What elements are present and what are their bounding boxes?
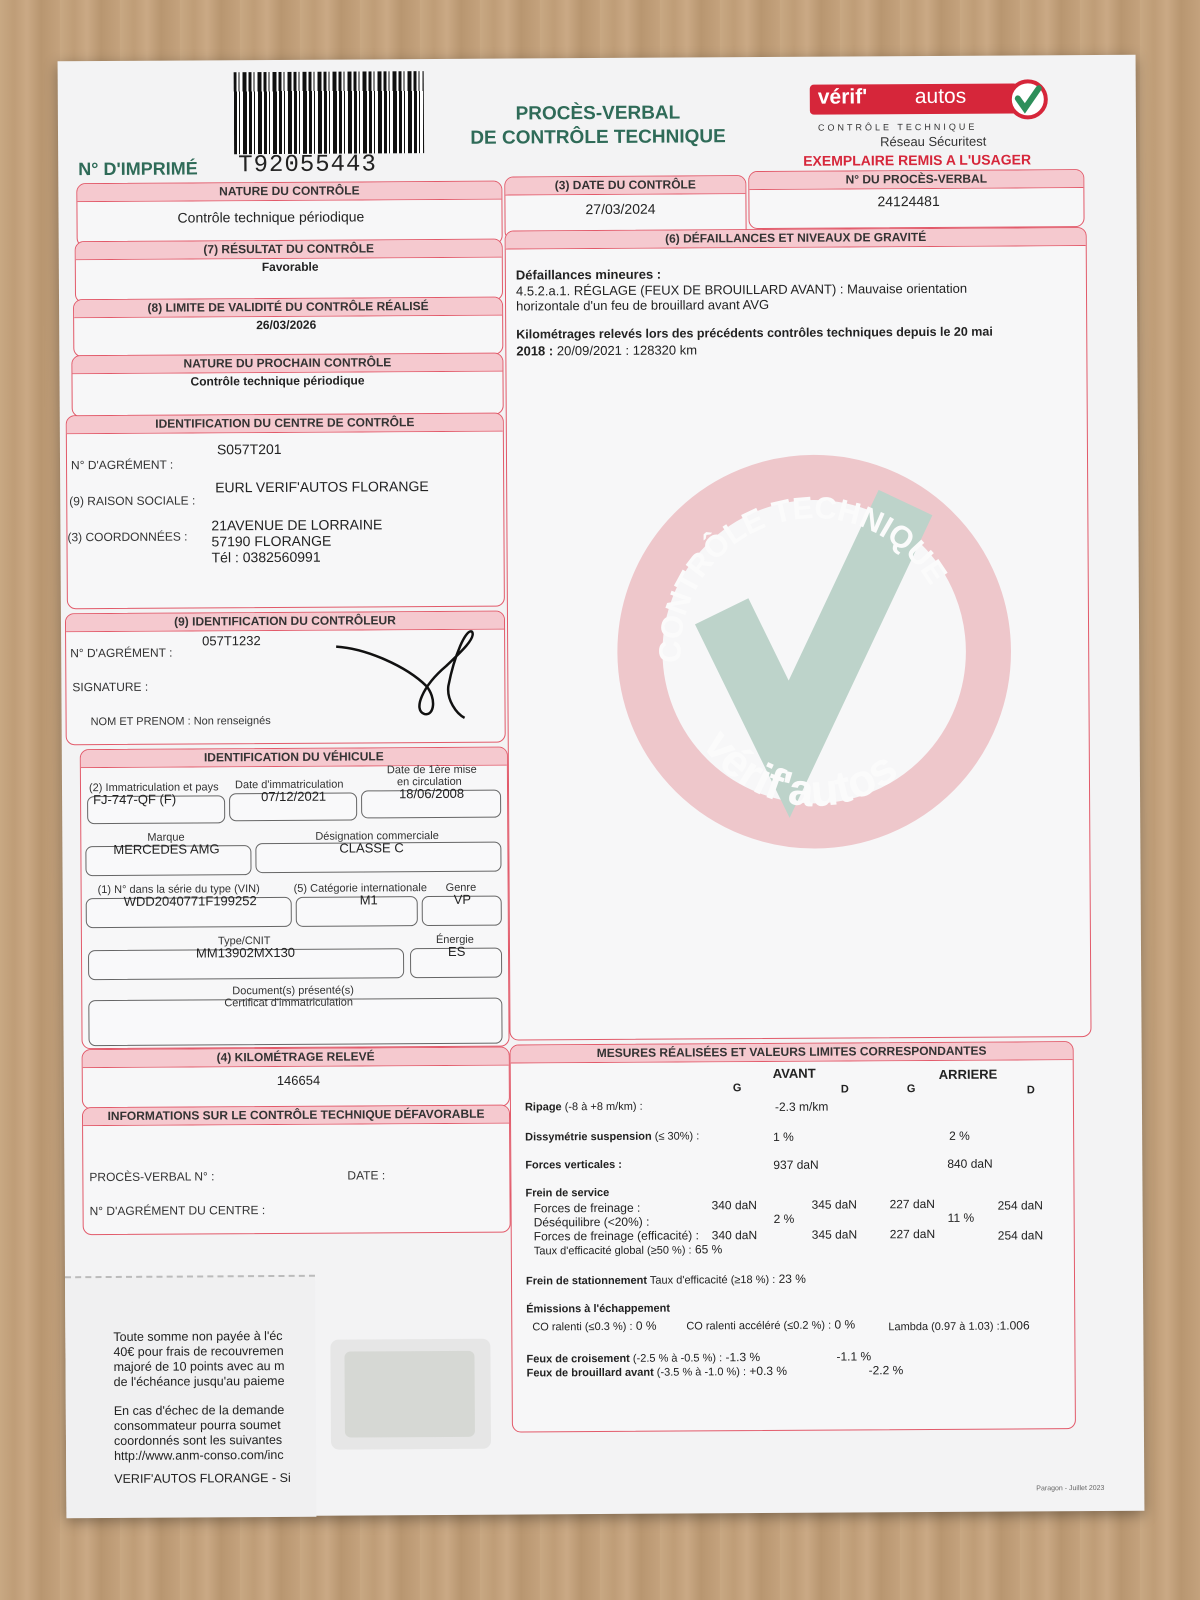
stub-line-4: de l'échéance jusqu'au paieme: [113, 1373, 285, 1389]
vin-value: WDD2040771F199252: [123, 893, 257, 909]
date-immat-label: Date d'immatriculation: [234, 778, 344, 792]
co1-row: [532, 1319, 656, 1334]
co1-value: 0 %: [635, 1318, 657, 1333]
watermark-arc-top: CONTRÔLE TECHNIQUE: [652, 489, 955, 663]
type-label: Type/CNIT: [217, 935, 271, 948]
centre-addr1: 21AVENUE DE LORRAINE: [211, 516, 383, 534]
dissym-avant: 1 %: [773, 1129, 794, 1144]
immat-value: FJ-747-QF (F): [93, 791, 177, 808]
watermark-arc-bottom: vérif'autos: [693, 719, 907, 817]
taux-row: [534, 1242, 723, 1257]
premiere-value: 18/06/2008: [398, 785, 465, 802]
limite-value: 26/03/2026: [256, 317, 317, 333]
barcode: [234, 71, 424, 154]
sticker: [330, 1339, 491, 1450]
brand-left: vérif': [817, 85, 868, 109]
imprime-label: N° D'IMPRIMÉ: [78, 158, 198, 180]
title-line-1: PROCÈS-VERBAL: [515, 102, 681, 125]
stub-line-3: majoré de 10 points avec au m: [113, 1358, 285, 1374]
ffe-value-1: 345 daN: [811, 1227, 858, 1242]
prochain-title: NATURE DU PROCHAIN CONTRÔLE: [72, 354, 502, 375]
brand-logo: [810, 79, 1060, 121]
stat-value: 23 %: [778, 1271, 806, 1286]
marque-value: MERCEDES AMG: [113, 841, 220, 857]
designation-value: CLASSE C: [339, 840, 404, 856]
stub-line-8: http://www.anm-conso.com/inc: [114, 1447, 284, 1463]
pv-value: 24124481: [877, 192, 940, 210]
ffe-value-0: 340 daN: [711, 1228, 758, 1243]
mesures-title: MESURES RÉALISÉES ET VALEURS LIMITES CORRESPONDANTES: [511, 1042, 1073, 1063]
defavorable-section: [82, 1105, 511, 1236]
limite-section: [73, 297, 503, 358]
stat-row: [526, 1272, 806, 1288]
date-value: 27/03/2024: [585, 200, 656, 218]
brand-subtitle: CONTRÔLE TECHNIQUE: [817, 121, 978, 133]
taux-label: Taux d'efficacité global (≥50 %) :: [533, 1244, 692, 1258]
emis-label: Émissions à l'échappement: [526, 1302, 671, 1316]
centre-agrement-value: S057T201: [216, 440, 282, 458]
stub-line-6: consommateur pourra soumet: [113, 1417, 281, 1433]
centre-raison-value: EURL VERIF'AUTOS FLORANGE: [215, 478, 429, 496]
ff-value-2: 227 daN: [889, 1196, 935, 1212]
defaillance-line-2: horizontale d'un feu de brouillard avant AVG: [516, 296, 770, 314]
date-immat-value: 07/12/2021: [261, 788, 327, 805]
centre-addr2: 57190 FLORANGE: [211, 532, 332, 550]
kilometrage-title: (4) KILOMÉTRAGE RELEVÉ: [83, 1048, 509, 1069]
limite-title: (8) LIMITE DE VALIDITÉ DU CONTRÔLE RÉALISÉ: [74, 298, 502, 319]
premiere-label-1: Date de 1ère mise: [386, 763, 477, 777]
stub-line-1: Toute somme non payée à l'éc: [113, 1328, 283, 1344]
dissym-arriere: 2 %: [949, 1128, 970, 1143]
stub-line-7: coordonnés sont les suivantes: [113, 1432, 283, 1448]
pv-section: [748, 169, 1084, 229]
defaillances-mineures-label: Défaillances mineures :: [515, 266, 662, 283]
stub-line-5: En cas d'échec de la demande: [113, 1402, 285, 1418]
fv-avant: 937 daN: [773, 1157, 819, 1172]
lambda-label: Lambda (0.97 à 1.03) :: [888, 1320, 1000, 1334]
croisement-g: -1.3 %: [725, 1350, 761, 1365]
arriere-header: ARRIERE: [938, 1066, 998, 1082]
avant-g: G: [732, 1082, 742, 1095]
stub-line-9: VERIF'AUTOS FLORANGE - Si: [114, 1470, 291, 1486]
brouillard-label: Feux de brouillard avant: [526, 1366, 654, 1380]
defavorable-pv-label: PROCÈS-VERBAL N° :: [89, 1169, 215, 1185]
croisement-row: [526, 1350, 760, 1365]
avant-d: D: [840, 1083, 849, 1096]
deseq-label: Déséquilibre (<20%) :: [533, 1214, 650, 1230]
co2-label: CO ralenti accéléré (≤0.2 %) :: [686, 1319, 832, 1333]
ff-label: Forces de freinage :: [533, 1200, 641, 1216]
km-history-year: 2018 :: [516, 343, 554, 359]
prochain-value: Contrôle technique périodique: [190, 373, 365, 389]
taux-value: 65 %: [694, 1242, 723, 1257]
defavorable-agrement-label: N° D'AGRÉMENT DU CENTRE :: [89, 1203, 266, 1219]
watermark-logo: [608, 445, 1020, 857]
prochain-section: [71, 353, 503, 418]
nature-value: Contrôle technique périodique: [177, 208, 365, 226]
centre-section: [66, 413, 505, 610]
date-title: (3) DATE DU CONTRÔLE: [505, 176, 745, 195]
defavorable-date-label: DATE :: [347, 1168, 386, 1183]
vin-label: (1) N° dans la série du type (VIN): [97, 883, 260, 897]
brouillard-g: +0.3 %: [749, 1363, 788, 1379]
croisement-d: -1.1 %: [836, 1349, 872, 1364]
brand-right: autos: [914, 84, 967, 109]
defavorable-title: INFORMATIONS SUR LE CONTRÔLE TECHNIQUE DÉFAVORABLE: [83, 1106, 509, 1127]
ffe-value-3: 254 daN: [997, 1228, 1044, 1243]
controleur-section: [65, 611, 506, 746]
co2-value: 0 %: [834, 1317, 856, 1332]
stat-label: Frein de stationnement: [525, 1274, 648, 1288]
stat-rest: Taux d'efficacité (≥18 %) :: [647, 1273, 776, 1287]
ripage-value: -2.3 m/km: [774, 1099, 829, 1114]
ff-value-0: 340 daN: [711, 1198, 757, 1213]
ff-value-3: 254 daN: [997, 1198, 1043, 1213]
avant-header: AVANT: [772, 1065, 816, 1081]
vehicule-title: IDENTIFICATION DU VÉHICULE: [81, 748, 507, 769]
stub-line-2: 40€ pour frais de recouvremen: [113, 1343, 284, 1359]
ripage-label: Ripage: [524, 1101, 562, 1114]
ffe-label: Forces de freinage (efficacité) :: [533, 1228, 699, 1244]
dissym-label: Dissymétrie suspension: [525, 1130, 652, 1144]
centre-raison-label: (9) RAISON SOCIALE :: [69, 493, 196, 509]
mesures-section: [510, 1041, 1076, 1432]
document-page: [58, 55, 1145, 1518]
controleur-agrement-value: 057T1232: [202, 633, 261, 649]
energie-label: Énergie: [435, 933, 474, 947]
defaillance-line-1: 4.5.2.a.1. RÉGLAGE (FEUX DE BROUILLARD AVANT) : Mauvaise orientation: [515, 280, 968, 299]
dissym-range: (≤ 30%) :: [651, 1130, 700, 1143]
nature-title: NATURE DU CONTRÔLE: [77, 182, 501, 203]
pv-title: N° DU PROCÈS-VERBAL: [749, 170, 1083, 190]
title-line-2: DE CONTRÔLE TECHNIQUE: [470, 126, 726, 149]
genre-label: Genre: [445, 881, 477, 894]
brouillard-d: -2.2 %: [868, 1363, 904, 1378]
categorie-cell: [296, 896, 418, 927]
ffe-value-2: 227 daN: [889, 1226, 936, 1242]
marque-label: Marque: [147, 831, 185, 844]
kilometrage-value: 146654: [276, 1072, 321, 1088]
detachable-stub: [65, 1275, 316, 1519]
arriere-d: D: [1026, 1084, 1035, 1097]
co2-row: [686, 1317, 855, 1332]
km-history-value: 20/09/2021 : 128320 km: [553, 342, 698, 359]
deseq-avant: 2 %: [773, 1211, 795, 1226]
croisement-label: Feux de croisement: [526, 1352, 630, 1366]
resultat-value: Favorable: [261, 259, 319, 275]
croisement-range: (-2.5 % à -0.5 %) :: [629, 1352, 723, 1365]
categorie-value: M1: [359, 892, 378, 908]
controleur-title: (9) IDENTIFICATION DU CONTRÔLEUR: [66, 612, 504, 633]
brouillard-row: [527, 1364, 788, 1380]
lambda-value: 1.006: [999, 1318, 1030, 1333]
type-value: MM13902MX130: [195, 944, 296, 961]
fv-label: Forces verticales :: [525, 1158, 622, 1172]
copy-note: EXEMPLAIRE REMIS A L'USAGER: [803, 151, 1032, 169]
network-name: Réseau Sécuritest: [880, 133, 987, 150]
centre-agrement-label: N° D'AGRÉMENT :: [70, 457, 174, 473]
ripage-row: [525, 1101, 643, 1114]
kilometrage-section: [82, 1047, 510, 1110]
deseq-arriere: 11 %: [947, 1210, 975, 1225]
controleur-nom: NOM ET PRENOM : Non renseignés: [90, 715, 271, 729]
document-title: [438, 101, 758, 151]
fv-arriere: 840 daN: [947, 1156, 993, 1171]
co1-label: CO ralenti (≤0.3 %) :: [532, 1320, 633, 1334]
brouillard-range: (-3.5 % à -1.0 %) :: [653, 1366, 747, 1379]
resultat-title: (7) RÉSULTAT DU CONTRÔLE: [76, 240, 502, 261]
docs-label: Document(s) présenté(s): [232, 984, 354, 998]
vehicule-section: [80, 747, 510, 1050]
signature-image: [326, 626, 487, 727]
defaillances-title: (6) DÉFAILLANCES ET NIVEAUX DE GRAVITÉ: [506, 228, 1086, 250]
check-logo-icon: [1008, 79, 1048, 119]
premiere-label-2: en circulation: [396, 775, 462, 789]
genre-value: VP: [453, 891, 472, 907]
controleur-agrement-label: N° D'AGRÉMENT :: [70, 645, 173, 661]
dissym-row: [525, 1130, 699, 1143]
categorie-label: (5) Catégorie internationale: [293, 882, 427, 895]
docs-value: Certificat d'immatriculation: [224, 996, 353, 1010]
centre-tel: Tél : 0382560991: [211, 548, 321, 566]
signature-label: SIGNATURE :: [72, 679, 149, 695]
designation-label: Désignation commerciale: [315, 829, 439, 843]
energie-value: ES: [447, 943, 466, 959]
immat-label: (2) Immatriculation et pays: [88, 781, 219, 795]
km-history-line-1: Kilométrages relevés lors des précédents contrôles techniques depuis le 20 mai: [516, 324, 993, 342]
centre-coord-label: (3) COORDONNÉES :: [67, 529, 188, 545]
resultat-section: [75, 239, 503, 304]
paragon-footer: Paragon - Juillet 2023: [1036, 1484, 1105, 1493]
centre-title: IDENTIFICATION DU CENTRE DE CONTRÔLE: [67, 414, 503, 435]
km-history-line-2: [516, 342, 697, 358]
ff-value-1: 345 daN: [811, 1197, 857, 1212]
fs-label: Frein de service: [525, 1186, 610, 1200]
arriere-g: G: [906, 1083, 916, 1096]
imprime-number: T92055443: [238, 151, 377, 180]
ripage-range: (-8 à +8 m/km) :: [561, 1100, 643, 1114]
lambda-row: [888, 1318, 1029, 1333]
nature-section: [76, 181, 502, 248]
